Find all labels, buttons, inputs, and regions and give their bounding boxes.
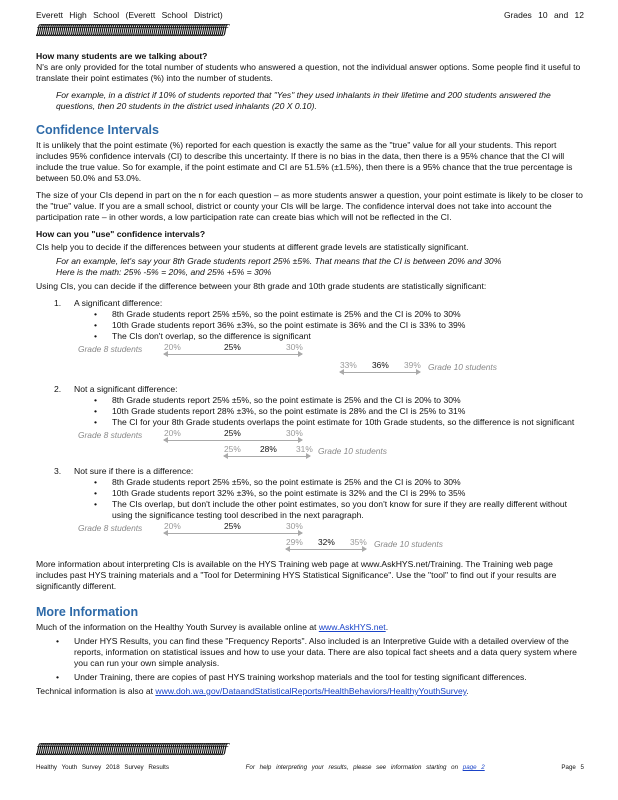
students-heading: How many students are we talking about? — [36, 50, 208, 61]
askhys-link[interactable]: www.AskHYS.net — [318, 621, 386, 632]
use-ci-paragraph: CIs help you to decide if the differences between your students at different grade levels are statistically significant. — [36, 241, 469, 252]
grade8-ci-high: 30% — [286, 427, 303, 438]
grade8-point-estimate: 25% — [224, 427, 241, 438]
grade8-ci-low: 20% — [164, 427, 181, 438]
example-number: 1. — [54, 297, 62, 308]
grade8-point-estimate: 25% — [224, 341, 241, 352]
ci-example-math: Here is the math: 25% -5% = 20%, and 25% +5% = 30% — [56, 266, 272, 277]
header-grades: Grades 10 and 12 — [503, 10, 584, 20]
grade10-ci-high: 39% — [404, 359, 421, 370]
footer-survey: Healthy Youth Survey 2018 Survey Results — [36, 764, 169, 771]
grade10-ci-high: 31% — [296, 443, 313, 454]
example-title: A significant difference: — [74, 297, 163, 308]
students-example: For example, in a district if 10% of students reported that "Yes" they used inhalants in their lifetime and 200 students answered the questions, then 20 students in the district used inhalants (20 X 0.10). — [56, 89, 551, 111]
example-title: Not a significant difference: — [74, 383, 178, 394]
more-ci-paragraph: More information about interpreting CIs is available on the HYS Training web page at www.AskHYS.net/Training. The Training web page includes past HYS training materials and a "Tool for Determining HYS Statistical Significance". Use the "tool" to find out if your results are significantly different. — [36, 558, 557, 591]
example-number: 3. — [54, 465, 62, 476]
grade8-ci-line — [164, 440, 302, 441]
report-page — [36, 10, 584, 697]
example-bullet: • 8th Grade students report 25% ±5%, so the point estimate is 25% and the CI is 20% to 30% — [94, 477, 584, 488]
example-bullet: • 10th Grade students report 36% ±3%, so the point estimate is 36% and the CI is 33% to 39% — [94, 320, 584, 331]
grade10-point-estimate: 36% — [372, 359, 389, 370]
example-bullet: • The CIs don't overlap, so the difference is significant — [94, 331, 584, 342]
grade10-ci-high: 35% — [350, 536, 367, 547]
example-number: 2. — [54, 383, 62, 394]
more-info-intro-text: Much of the information on the Healthy Youth Survey is available online at — [36, 621, 319, 632]
ci-diagram — [62, 342, 584, 376]
grade8-ci-high: 30% — [286, 520, 303, 531]
technical-info-text: Technical information is also at — [36, 685, 156, 696]
grade8-point-estimate: 25% — [224, 520, 241, 531]
more-info-intro-end: . — [385, 621, 389, 632]
more-info-bullet: • Under HYS Results, you can find these "Frequency Reports". Also included is an Interpretive Guide with a detailed overview of the reports, information on statistical issues and how to use your data. There are also topical fact sheets and a data query system where you can run your own simple analysis. — [56, 636, 584, 669]
ci-heading: Confidence Intervals — [36, 122, 159, 137]
grade10-label: Grade 10 students — [318, 445, 387, 456]
footer-page-link[interactable]: page 2 — [462, 764, 485, 771]
ci-example — [56, 256, 584, 278]
technical-info-end: . — [466, 685, 469, 696]
ci-example-line-1: For an example, let's say your 8th Grade students report 25% ±5%. That means that the CI is between 20% and 30% — [56, 255, 502, 266]
grade8-label: Grade 8 students — [78, 522, 143, 533]
more-info-intro — [36, 622, 584, 633]
example-bullet: • The CI for your 8th Grade students overlaps the point estimate for 10th Grade students, so the difference is not significant — [94, 417, 584, 428]
more-info-bullet: • Under Training, there are copies of past HYS training workshop materials and the tool for testing significant differences. — [56, 672, 584, 683]
grade8-ci-low: 20% — [164, 520, 181, 531]
example-bullet: • 10th Grade students report 28% ±3%, so the point estimate is 28% and the CI is 25% to 31% — [94, 406, 584, 417]
page-header — [36, 10, 584, 21]
technical-info — [36, 686, 584, 697]
grade10-label: Grade 10 students — [374, 538, 443, 549]
ci-paragraph-1: It is unlikely that the point estimate (%) reported for each question is exactly the same as the "true" value for all your students. This report includes 95% confidence intervals (CI) to describe this uncertainty. If there is no bias in the data, then there is a 95% chance that the CI will include the true value. So for example, if the point estimate and CI are 51.5% (±1.5%), then there is a 95% chance that the true percentage is between 50.0% and 53.0%. — [36, 139, 573, 183]
example-item — [54, 466, 584, 551]
grade10-label: Grade 10 students — [428, 361, 497, 372]
footer-help — [246, 764, 485, 772]
grade8-label: Grade 8 students — [78, 429, 143, 440]
grade10-ci-line — [286, 549, 366, 550]
grade8-label: Grade 8 students — [78, 343, 143, 354]
grade10-point-estimate: 28% — [260, 443, 277, 454]
ci-diagram — [62, 428, 584, 458]
grade10-ci-line — [224, 456, 310, 457]
use-ci-heading: How can you "use" confidence intervals? — [36, 228, 206, 239]
students-paragraph: N's are only provided for the total number of students who answered a question, not the individual answer options. Some people find it useful to translate their point estimates (%) into the number of students. — [36, 61, 581, 83]
grade10-ci-line — [340, 372, 420, 373]
ci-paragraph-2: The size of your CIs depend in part on the n for each question – as more students answer a question, your point estimate is likely to be closer to the "true" value. If you are a small school, district or county your CIs will be large. The confidence interval does not take into account the participation rate – in other words, a low participation rate can create bias which will not be reflected in the CI. — [36, 189, 583, 222]
more-info-heading: More Information — [36, 604, 139, 619]
grade10-point-estimate: 32% — [318, 536, 335, 547]
examples-list — [54, 298, 584, 551]
footer-rule: ƒƒƒƒƒƒƒƒƒƒƒƒƒƒƒƒƒƒƒƒƒƒƒƒƒƒƒƒƒƒƒƒƒƒƒƒƒƒƒƒƒƒƒƒƒƒƒƒƒƒƒƒƒƒƒƒƒƒƒƒƒƒƒƒƒƒƒƒƒƒƒƒƒƒƒƒƒƒƒƒƒƒƒƒƒƒƒƒƒƒƒƒƒƒ — [36, 742, 226, 757]
grade10-ci-low: 25% — [224, 443, 241, 454]
example-bullet: • The CIs overlap, but don't include the other point estimates, so you don't know for sure if they are really different without using the significance testing tool described in the next paragraph. — [94, 499, 584, 521]
ci-diagram — [62, 521, 584, 551]
doh-link[interactable]: www.doh.wa.gov/DataandStatisticalReports/HealthBehaviors/HealthyYouthSurvey — [155, 685, 467, 696]
page-footer — [36, 764, 584, 772]
example-item — [54, 384, 584, 458]
header-school: Everett High School (Everett School District) — [36, 10, 223, 20]
header-rule: ƒƒƒƒƒƒƒƒƒƒƒƒƒƒƒƒƒƒƒƒƒƒƒƒƒƒƒƒƒƒƒƒƒƒƒƒƒƒƒƒƒƒƒƒƒƒƒƒƒƒƒƒƒƒƒƒƒƒƒƒƒƒƒƒƒƒƒƒƒƒƒƒƒƒƒƒƒƒƒƒƒƒƒƒƒƒƒƒƒƒƒƒƒƒ — [36, 22, 226, 38]
footer-page-number: Page 5 — [561, 764, 584, 771]
grade10-ci-low: 29% — [286, 536, 303, 547]
more-info-list — [56, 636, 584, 683]
ci-compare-paragraph: Using CIs, you can decide if the difference between your 8th grade and 10th grade students are statistically significant: — [36, 280, 487, 291]
footer-help-text: For help interpreting your results, please see information starting on — [245, 764, 463, 771]
grade10-ci-low: 33% — [340, 359, 357, 370]
grade8-ci-line — [164, 354, 302, 355]
example-item — [54, 298, 584, 376]
example-bullet: • 8th Grade students report 25% ±5%, so the point estimate is 25% and the CI is 20% to 30% — [94, 395, 584, 406]
grade8-ci-high: 30% — [286, 341, 303, 352]
example-bullet: • 10th Grade students report 32% ±3%, so the point estimate is 32% and the CI is 29% to 35% — [94, 488, 584, 499]
grade8-ci-line — [164, 533, 302, 534]
example-title: Not sure if there is a difference: — [74, 465, 194, 476]
example-bullet: • 8th Grade students report 25% ±5%, so the point estimate is 25% and the CI is 20% to 30% — [94, 309, 584, 320]
grade8-ci-low: 20% — [164, 341, 181, 352]
